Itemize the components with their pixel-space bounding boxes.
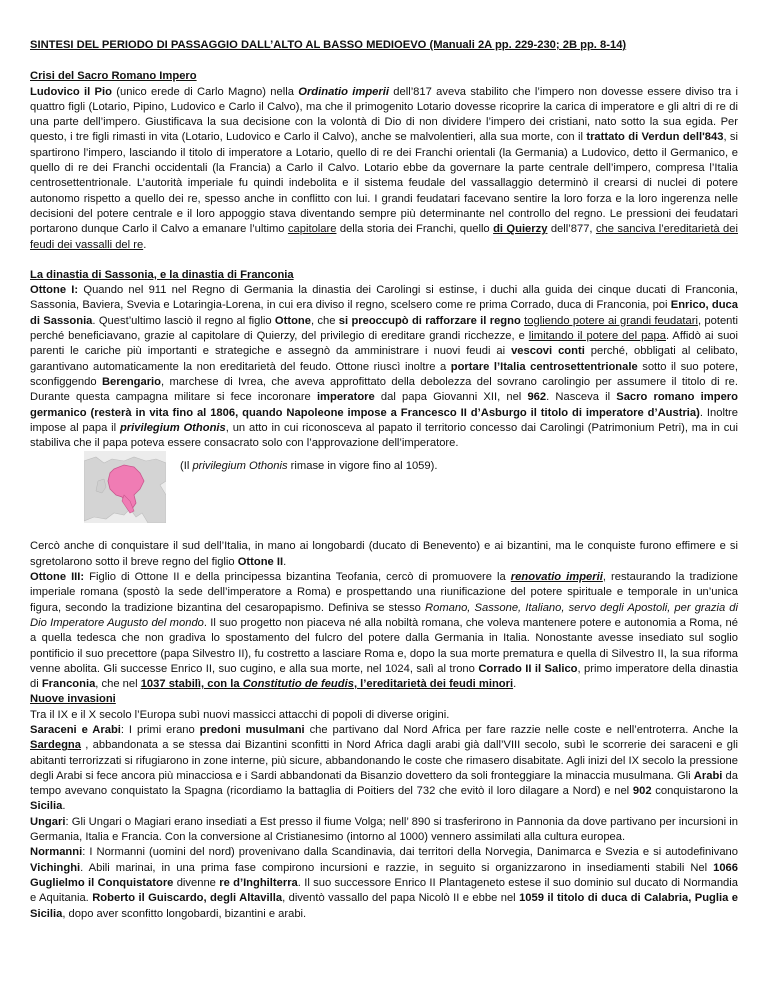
- section-heading-invasioni: Nuove invasioni: [30, 693, 116, 706]
- page-title: SINTESI DEL PERIODO DI PASSAGGIO DALL’ALTO AL BASSO MEDIOEVO (Manuali 2A pp. 229-230; 2B pp. 8-14): [30, 39, 627, 51]
- section-heading-dinastie: La dinastia di Sassonia, e la dinastia di Franconia: [30, 268, 294, 281]
- paragraph-ungari: Ungari: Gli Ungari o Magiari erano insediati a Est presso il fiume Volga; nell’ 890 si trasferirono in Pannonia da dove partivano per incursioni in Germania, Italia e Francia. Con la conversione al Cristianesimo (intorno al 1000) vennero assimilati alla cultura europea.: [30, 815, 738, 844]
- paragraph-saraceni: Saraceni e Arabi: I primi erano predoni musulmani che partivano dal Nord Africa per fare razzie nelle coste e nell’entroterra. Anche la Sardegna , abbandonata a se stessa dai Bizantini sconfitti in Nord Africa dagli arabi già dall’VIII secolo, subì le scorrerie dei saraceni e gli abitanti terrorizzati si rifugiarono in zone interne, più sicure, abbandonando le coste che rimasero disabitate. Agli inizi del IX secolo la pressione degli Arabi si fece ancora più minacciosa e i Sardi abbandonati da Bisanzio dovettero da soli fronteggiare la minaccia musulmana. Gli Arabi da tempo avevano conquistato la Spagna (ricordiamo la battaglia di Poitiers del 732 che evitò il loro dilagare a Nord) e nel 902 conquistarono la Sicilia.: [30, 723, 739, 813]
- paragraph-invasioni-intro: Tra il IX e il X secolo l’Europa subì nuovi massicci attacchi di popoli di diverse origini.: [30, 708, 450, 721]
- paragraph-ottone-iii: Ottone III: Figlio di Ottone II e della principessa bizantina Teofania, cercò di promuovere la renovatio imperii, restaurando la tradizione imperiale romana (spostò la sede dell’imperatore a Roma) e prospettando una riunificazione del potere spirituale e temporale in un’unica figura, secondo la tradizione bizantina del cesaropapismo. Definiva se stesso Romano, Sassone, Italiano, servo degli Apostoli, per grazia di Dio Imperatore Augusto del mondo. Il suo progetto non piaceva né alla nobiltà romana, che voleva mantenere potere e autonomia a Roma, né a quella tedesca che non gradiva lo spostamento del fulcro del potere dalla Germania in Italia. Nonostante avesse insediato sul soglio pontificio il suo precettore (papa Silvestro II), fu costretto a lasciare Roma e, dopo la sua morte prematura e quella di Silvestro II, la sua riforma venne abolita. Gli successe Enrico II, suo cugino, e alla sua morte, nel 1024, salì al trono Corrado II il Salico, primo imperatore della dinastia di Franconia, che nel 1037 stabilì, con la Constitutio de feudis, l’ereditarietà dei feudi minori.: [30, 571, 739, 691]
- paragraph-normanni: Normanni: I Normanni (uomini del nord) provenivano dalla Scandinavia, dai territori della Norvegia, Danimarca e Svezia e si autodefinivano Vichinghi. Abili marinai, in una prima fase compirono incursioni e razzie, in seguito si organizzarono in insediamenti stabili Nel 1066 Guglielmo il Conquistatore divenne re d’Inghilterra. Il suo successore Enrico II Plantageneto estese il suo dominio sul ducato di Normandia e Aquitania. Roberto il Guiscardo, degli Altavilla, diventò vassallo del papa Nicolò II e ebbe nel 1059 il titolo di duca di Calabria, Puglia e Sicilia, dopo aver sconfitto longobardi, bizantini e arabi.: [30, 846, 738, 920]
- paragraph-ottone-i: Ottone I: Quando nel 911 nel Regno di Germania la dinastia dei Carolingi si estinse, i duchi alla guida dei cinque ducati di Franconia, Sassonia, Baviera, Svevia e Lotaringia-Lorena, in cui era diviso il regno, scelsero come re prima Corrado, duca di Franconia, poi Enrico, duca di Sassonia. Quest’ultimo lasciò il regno al figlio Ottone, che si preoccupò di rafforzare il regno togliendo potere ai grandi feudatari, potenti perché beneficiavano, grazie al capitolare di Quierzy, del privilegio di ereditare grandi ricchezze, e limitando il potere del papa. Affidò ai suoi parenti le cariche più importanti e strategiche e assegnò da amministrare i nuovi feudi ai vescovi conti perché, obbligati al celibato, garantivano automaticamente la non ereditarietà del feudo. Ottone riuscì inoltre a portare l’Italia centrosettentrionale sotto il suo potere, sconfiggendo Berengario, marchese di Ivrea, che aveva approfittato della debolezza del sovrano carolingio per assumere il titolo di re. Durante questa campagna militare si fece incoronare imperatore dal papa Giovanni XII, nel 962. Nasceva il Sacro romano impero germanico (resterà in vita fino al 1806, quando Napoleone impose a Francesco II d’Asburgo il titolo di imperatore d’Austria). Inoltre impose al papa il privilegium Othonis, un atto in cui riconosceva al papato il territorio concesso dai Carolingi (Patrimonium Petri), ma in cui stabiliva che il papa poteva essere consacrato solo con l’approvazione dell’imperatore.: [30, 284, 739, 450]
- paragraph-sud-italia: Cercò anche di conquistare il sud dell’Italia, in mano ai longobardi (ducato di Benevento) e ai bizantini, ma le conquiste furono effimere e si sgretolarono sotto il breve regno del figlio Ottone II.: [30, 540, 738, 568]
- europe-map-image: [84, 451, 166, 523]
- document-page: [30, 38, 738, 922]
- paragraph-privilegium-note: (Il privilegium Othonis rimase in vigore fino al 1059).: [180, 460, 438, 473]
- section-heading-crisi: Crisi del Sacro Romano Impero: [30, 70, 197, 83]
- paragraph-crisi: Ludovico il Pio (unico erede di Carlo Magno) nella Ordinatio imperii dell’817 aveva stabilito che l’impero non dovesse essere diviso tra i quattro figli (Lotario, Pipino, Ludovico e Carlo il Calvo), ma che il primogenito Lotario dovesse ricoprire la carica di imperatore e gli altri di re di una parte dell’impero. Giustificava la sua decisione con la volontà di Dio di non dividere l’impero dei cristiani, nato sotto la sua egida. Per questo, i tre figli rimasti in vita (Lotario, Ludovico e Carlo il Calvo), anche se malvolentieri, alla sua morte, con il trattato di Verdun dell'843, si spartirono l’impero, lasciando il titolo di imperatore a Lotario, quello di re dei Franchi orientali (la Germania) a Ludovico, detto il Germanico, e quello di re dei Franchi occidentali (la Francia) a Carlo il Calvo. Lotario ebbe da governare la parte centrale dell’impero, compresa l’Italia centrosettentrionale. L’autorità imperiale fu quindi indebolita e il sistema feudale del vassallaggio determinò il crearsi di nuclei di potere autonomo rispetto a quello dei re, spesso anche in conflitto con lui. I grandi feudatari facevano sentire la loro forza e la loro ingerenza nelle decisioni del potere centrale e il loro appoggio stava diventando sempre più determinante nel controllo del regno. Le pressioni dei feudatari portarono dunque Carlo il Calvo a emanare l’ultimo capitolare della storia dei Franchi, quello di Quierzy dell’877, che sanciva l’ereditarietà dei feudi dei vassalli del re.: [30, 85, 739, 251]
